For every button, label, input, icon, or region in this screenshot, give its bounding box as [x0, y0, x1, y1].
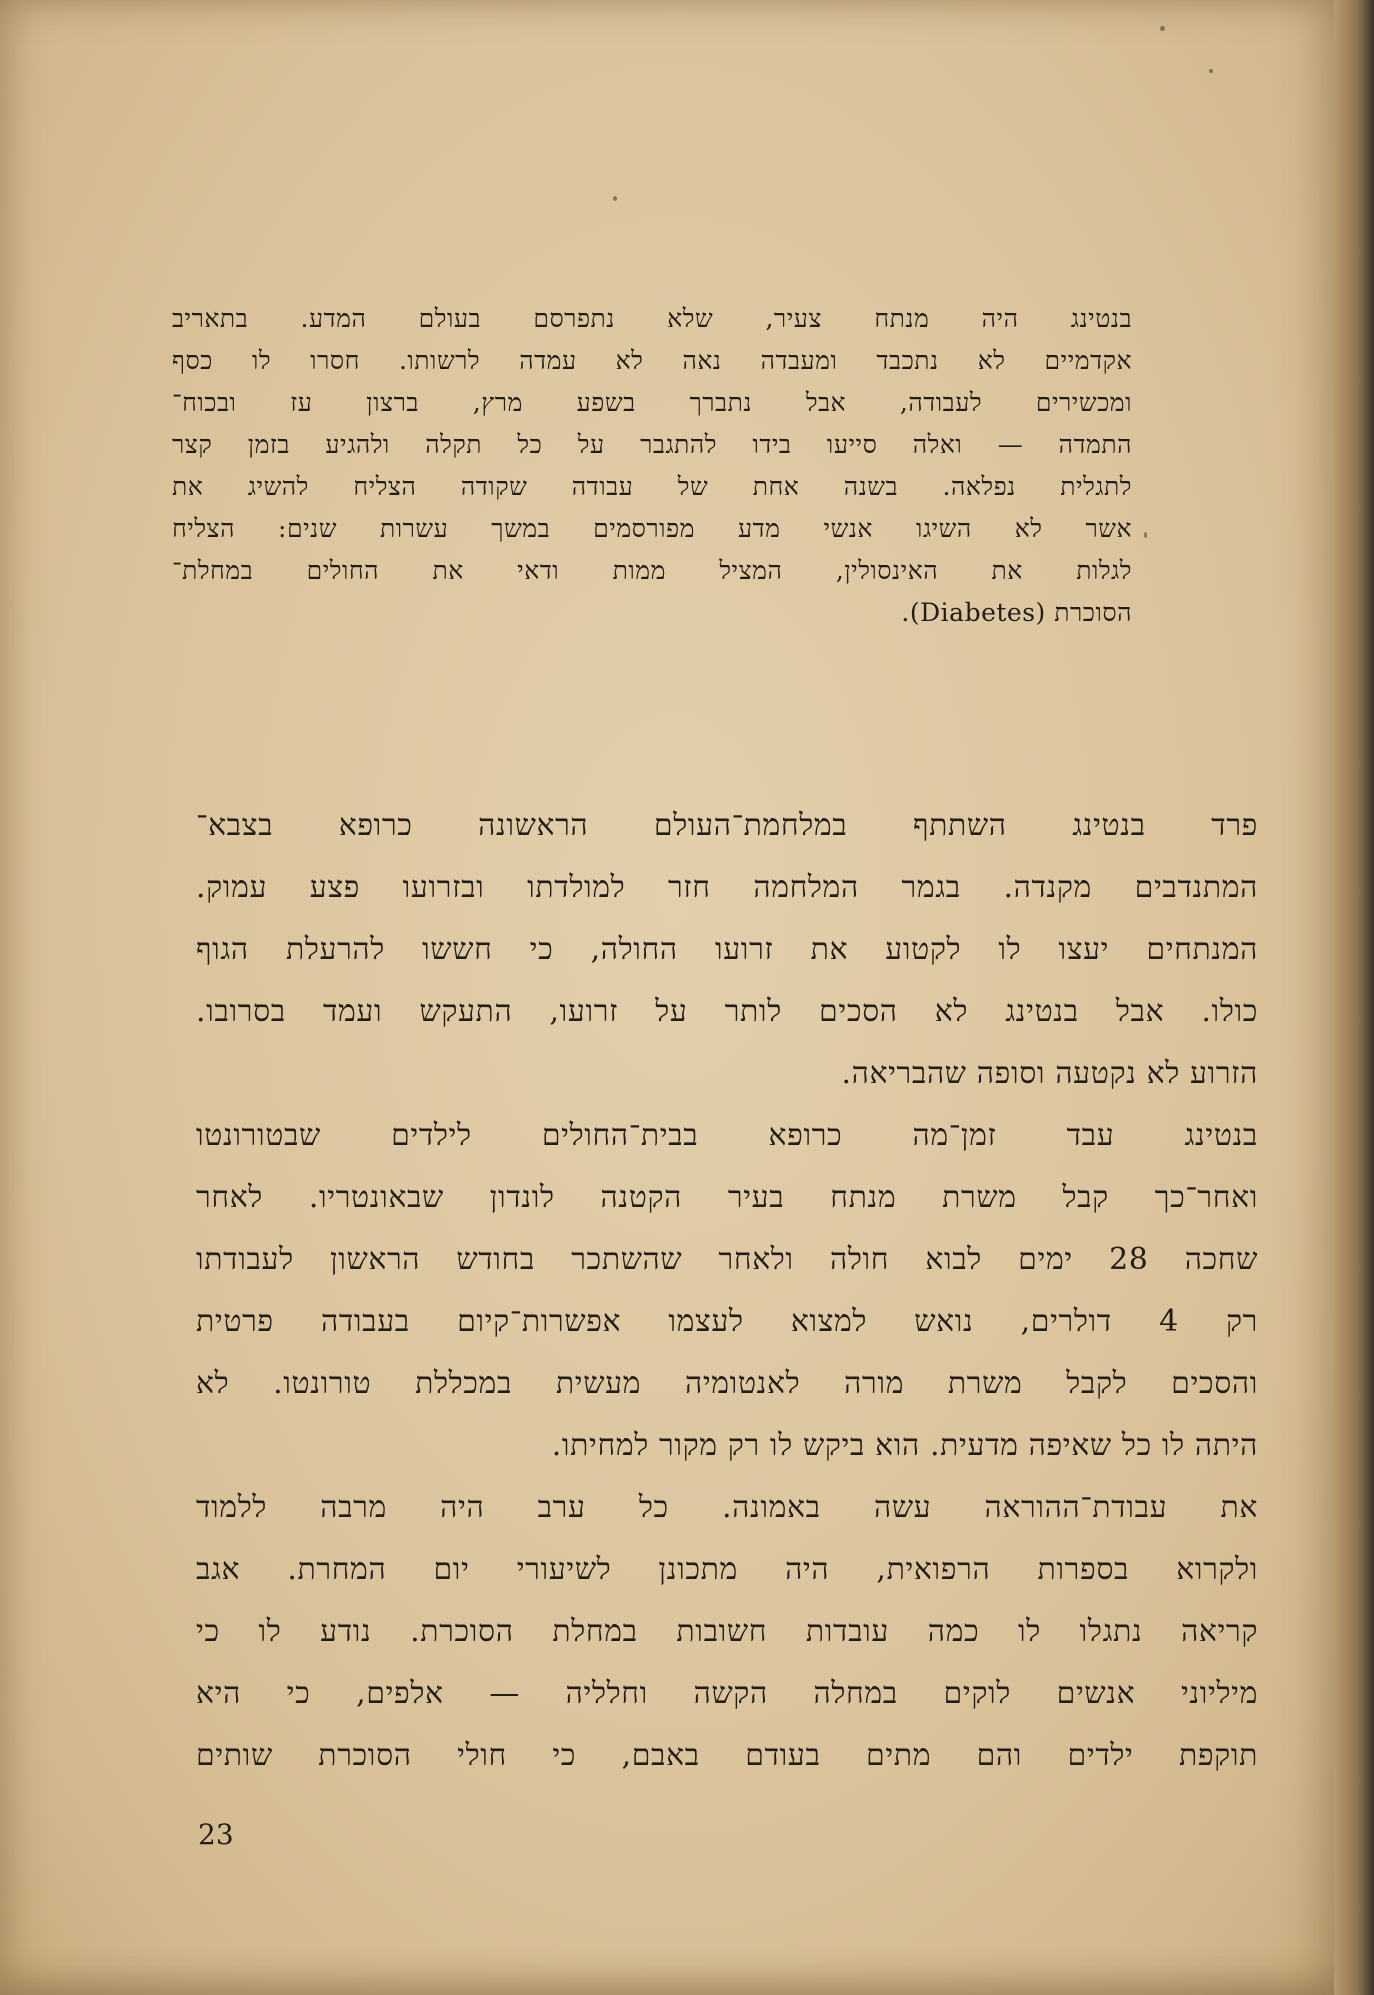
text-line: קריאה נתגלו לו כמה עובדות חשובות במחלת הסוכרת. נודע לו כי	[196, 1614, 1258, 1649]
paragraph	[196, 1477, 1258, 1787]
text-line: לגלות את האינסולין, המציל ממות ודאי את החולים במחלת־	[172, 556, 1132, 585]
text-line: היתה לו כל שאיפה מדעית. הוא ביקש לו רק מקור למחיתו.	[551, 1428, 1258, 1463]
ink-speck	[1144, 532, 1147, 538]
ink-speck	[613, 196, 617, 201]
page-number: 23	[198, 1818, 234, 1851]
text-line: מיליוני אנשים לוקים במחלה הקשה וחלליה — אלפים, כי היא	[196, 1676, 1258, 1711]
text-line: הסוכרת (Diabetes).	[901, 598, 1132, 627]
text-line: אקדמיים לא נתכבד ומעבדה נאה לא עמדה לרשותו. חסרו לו כסף	[172, 346, 1132, 375]
text-line: לתגלית נפלאה. בשנה אחת של עבודה שקודה הצליח להשיג את	[172, 472, 1132, 501]
text-line: אשר לא השיגו אנשי מדע מפורסמים במשך עשרות שנים: הצליח	[172, 514, 1132, 543]
text-line: המנתחים יעצו לו לקטוע את זרועו החולה, כי חששו להרעלת הגוף	[196, 932, 1258, 967]
text-line: פרד בנטינג השתתף במלחמת־העולם הראשונה כרופא בצבא־	[196, 808, 1258, 843]
ink-speck	[1209, 69, 1213, 73]
text-line: התמדה — ואלה סייעו בידו להתגבר על כל תקלה ולהגיע בזמן קצר	[172, 430, 1132, 459]
text-line: תוקפת ילדים והם מתים בעודם באבם, כי חולי הסוכרת שותים	[196, 1738, 1258, 1773]
text-line: בנטינג עבד זמן־מה כרופא בבית־החולים לילדים שבטורונטו	[196, 1118, 1258, 1153]
intro-paragraph	[172, 298, 1132, 634]
text-line: את עבודת־ההוראה עשה באמונה. כל ערב היה מרבה ללמוד	[196, 1490, 1258, 1525]
body-text	[196, 795, 1258, 1787]
text-line: רק 4 דולרים, נואש למצוא לעצמו אפשרות־קיום בעבודה פרטית	[196, 1304, 1258, 1339]
text-line: ואחר־כך קבל משרת מנתח בעיר הקטנה לונדון שבאונטריו. לאחר	[196, 1180, 1258, 1215]
ink-speck	[1160, 26, 1165, 31]
text-line: בנטינג היה מנתח צעיר, שלא נתפרסם בעולם המדע. בתאריב	[172, 304, 1132, 333]
paragraph	[196, 1105, 1258, 1477]
book-edge	[1334, 0, 1374, 1995]
text-line: הזרוע לא נקטעה וסופה שהבריאה.	[841, 1056, 1258, 1091]
text-line: שחכה 28 ימים לבוא חולה ולאחר שהשתכר בחודש הראשון לעבודתו	[196, 1242, 1259, 1277]
paragraph	[196, 795, 1258, 1105]
text-line: ולקרוא בספרות הרפואית, היה מתכונן לשיעורי יום המחרת. אגב	[196, 1552, 1258, 1587]
text-line: המתנדבים מקנדה. בגמר המלחמה חזר למולדתו ובזרועו פצע עמוק.	[196, 870, 1258, 905]
text-line: כולו. אבל בנטינג לא הסכים לותר על זרועו, התעקש ועמד בסרובו.	[196, 994, 1258, 1029]
text-line: והסכים לקבל משרת מורה לאנטומיה מעשית במכללת טורונטו. לא	[196, 1366, 1258, 1401]
text-line: ומכשירים לעבודה, אבל נתברך בשפע מרץ, ברצון עז ובכוח־	[172, 388, 1132, 417]
